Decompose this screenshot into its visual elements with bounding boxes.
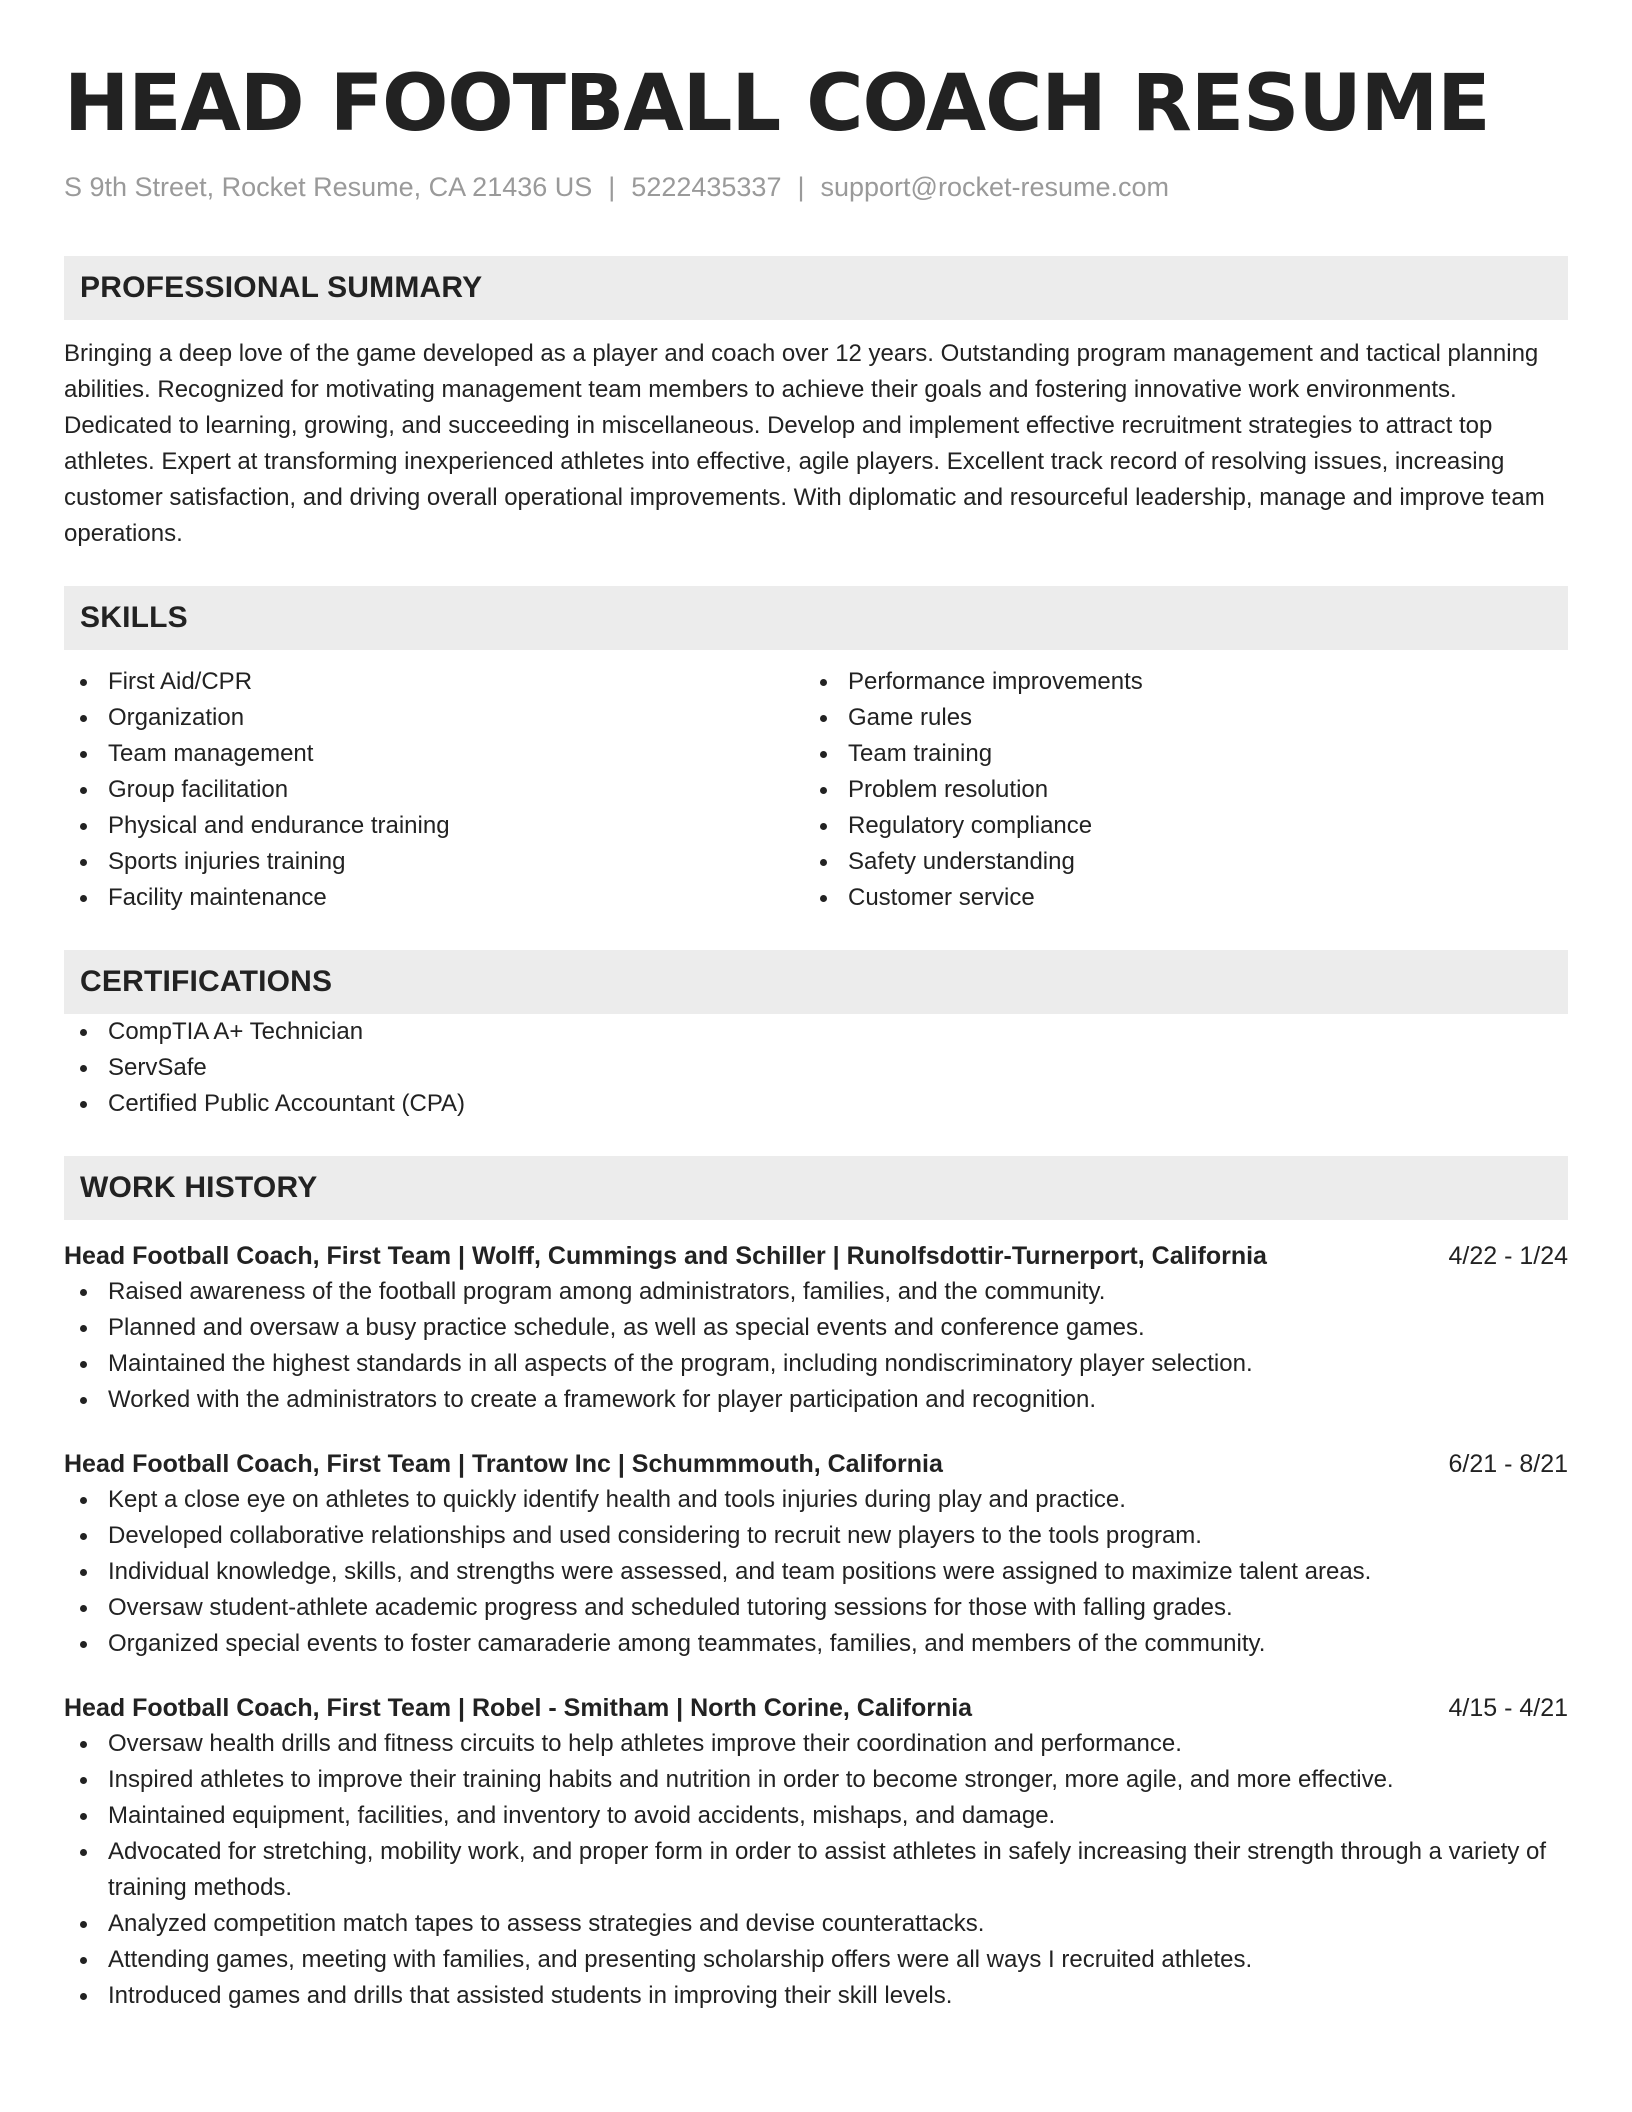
job-bullet: Maintained the highest standards in all aspects of the program, including nondiscriminatory player selection. — [64, 1346, 1568, 1382]
certification-item: CompTIA A+ Technician — [64, 1014, 1568, 1050]
job-dates: 6/21 - 8/21 — [1448, 1450, 1568, 1478]
certification-item: Certified Public Accountant (CPA) — [64, 1086, 1568, 1122]
job-bullet: Inspired athletes to improve their training habits and nutrition in order to become stronger, more agile, and more effective. — [64, 1762, 1568, 1798]
skill-item: Sports injuries training — [64, 844, 804, 880]
resume-title: HEAD FOOTBALL COACH RESUME — [64, 59, 1490, 149]
job-bullet-list — [64, 1274, 1568, 1418]
skill-item: Team management — [64, 736, 804, 772]
job-bullet: Maintained equipment, facilities, and inventory to avoid accidents, mishaps, and damage. — [64, 1798, 1568, 1834]
job-bullet-list — [64, 1482, 1568, 1662]
contact-line — [64, 170, 1568, 204]
job-title: Head Football Coach, First Team | Wolff, Cummings and Schiller | Runolfsdottir-Turnerport, California — [64, 1242, 1267, 1270]
skill-item: Customer service — [804, 880, 1544, 916]
job-entry — [64, 1690, 1568, 2014]
skill-item: Facility maintenance — [64, 880, 804, 916]
certification-item: ServSafe — [64, 1050, 1568, 1086]
skills-grid — [64, 664, 1568, 916]
job-bullet: Organized special events to foster camaraderie among teammates, families, and members of the community. — [64, 1626, 1568, 1662]
job-bullet: Analyzed competition match tapes to assess strategies and devise counterattacks. — [64, 1906, 1568, 1942]
skill-item: Physical and endurance training — [64, 808, 804, 844]
skills-list-right — [804, 664, 1544, 916]
job-dates: 4/15 - 4/21 — [1448, 1694, 1568, 1722]
skills-column-left — [64, 664, 804, 916]
section-heading-certifications: CERTIFICATIONS — [64, 950, 1568, 1014]
skills-column-right — [804, 664, 1544, 916]
job-bullet: Oversaw student-athlete academic progress and scheduled tutoring sessions for those with falling grades. — [64, 1590, 1568, 1626]
job-bullet: Planned and oversaw a busy practice schedule, as well as special events and conference games. — [64, 1310, 1568, 1346]
skill-item: Organization — [64, 700, 804, 736]
section-heading-summary: PROFESSIONAL SUMMARY — [64, 256, 1568, 320]
section-heading-skills: SKILLS — [64, 586, 1568, 650]
job-bullet: Raised awareness of the football program among administrators, families, and the community. — [64, 1274, 1568, 1310]
job-bullet: Oversaw health drills and fitness circuits to help athletes improve their coordination and performance. — [64, 1726, 1568, 1762]
job-entry — [64, 1238, 1568, 1418]
certifications-list — [64, 1014, 1568, 1122]
contact-separator: | — [608, 172, 616, 202]
skill-item: Performance improvements — [804, 664, 1544, 700]
skill-item: Problem resolution — [804, 772, 1544, 808]
skill-item: First Aid/CPR — [64, 664, 804, 700]
job-bullet: Advocated for stretching, mobility work, and proper form in order to assist athletes in safely increasing their strength through a variety of training methods. — [64, 1834, 1568, 1906]
section-heading-work-history: WORK HISTORY — [64, 1156, 1568, 1220]
job-header — [64, 1690, 1568, 1726]
job-title: Head Football Coach, First Team | Trantow Inc | Schummmouth, California — [64, 1450, 943, 1478]
job-bullet: Kept a close eye on athletes to quickly identify health and tools injuries during play and practice. — [64, 1482, 1568, 1518]
job-bullet: Individual knowledge, skills, and strengths were assessed, and team positions were assigned to maximize talent areas. — [64, 1554, 1568, 1590]
contact-email: support@rocket-resume.com — [820, 172, 1170, 202]
job-entry — [64, 1446, 1568, 1662]
job-bullet: Developed collaborative relationships and used considering to recruit new players to the tools program. — [64, 1518, 1568, 1554]
job-bullet: Introduced games and drills that assisted students in improving their skill levels. — [64, 1978, 1568, 2014]
job-header — [64, 1446, 1568, 1482]
contact-separator: | — [797, 172, 805, 202]
job-bullet-list — [64, 1726, 1568, 2014]
skill-item: Group facilitation — [64, 772, 804, 808]
contact-address: S 9th Street, Rocket Resume, CA 21436 US — [64, 172, 593, 202]
contact-phone: 5222435337 — [631, 172, 782, 202]
job-dates: 4/22 - 1/24 — [1448, 1242, 1568, 1270]
job-bullet: Worked with the administrators to create a framework for player participation and recognition. — [64, 1382, 1568, 1418]
summary-paragraph: Bringing a deep love of the game developed as a player and coach over 12 years. Outstanding program management and tactical planning abilities. Recognized for motivating management team members to achieve their goals and fostering innovative work environments. Dedicated to learning, growing, and succeeding in miscellaneous. Develop and implement effective recruitment strategies to attract top athletes. Expert at transforming inexperienced athletes into effective, agile players. Excellent track record of resolving issues, increasing customer satisfaction, and driving overall operational improvements. With diplomatic and resourceful leadership, manage and improve team operations. — [64, 340, 1545, 547]
skills-list-left — [64, 664, 804, 916]
job-bullet: Attending games, meeting with families, and presenting scholarship offers were all ways I recruited athletes. — [64, 1942, 1568, 1978]
job-header — [64, 1238, 1568, 1274]
skill-item: Safety understanding — [804, 844, 1544, 880]
job-title: Head Football Coach, First Team | Robel - Smitham | North Corine, California — [64, 1694, 973, 1722]
skill-item: Team training — [804, 736, 1544, 772]
skill-item: Game rules — [804, 700, 1544, 736]
skill-item: Regulatory compliance — [804, 808, 1544, 844]
